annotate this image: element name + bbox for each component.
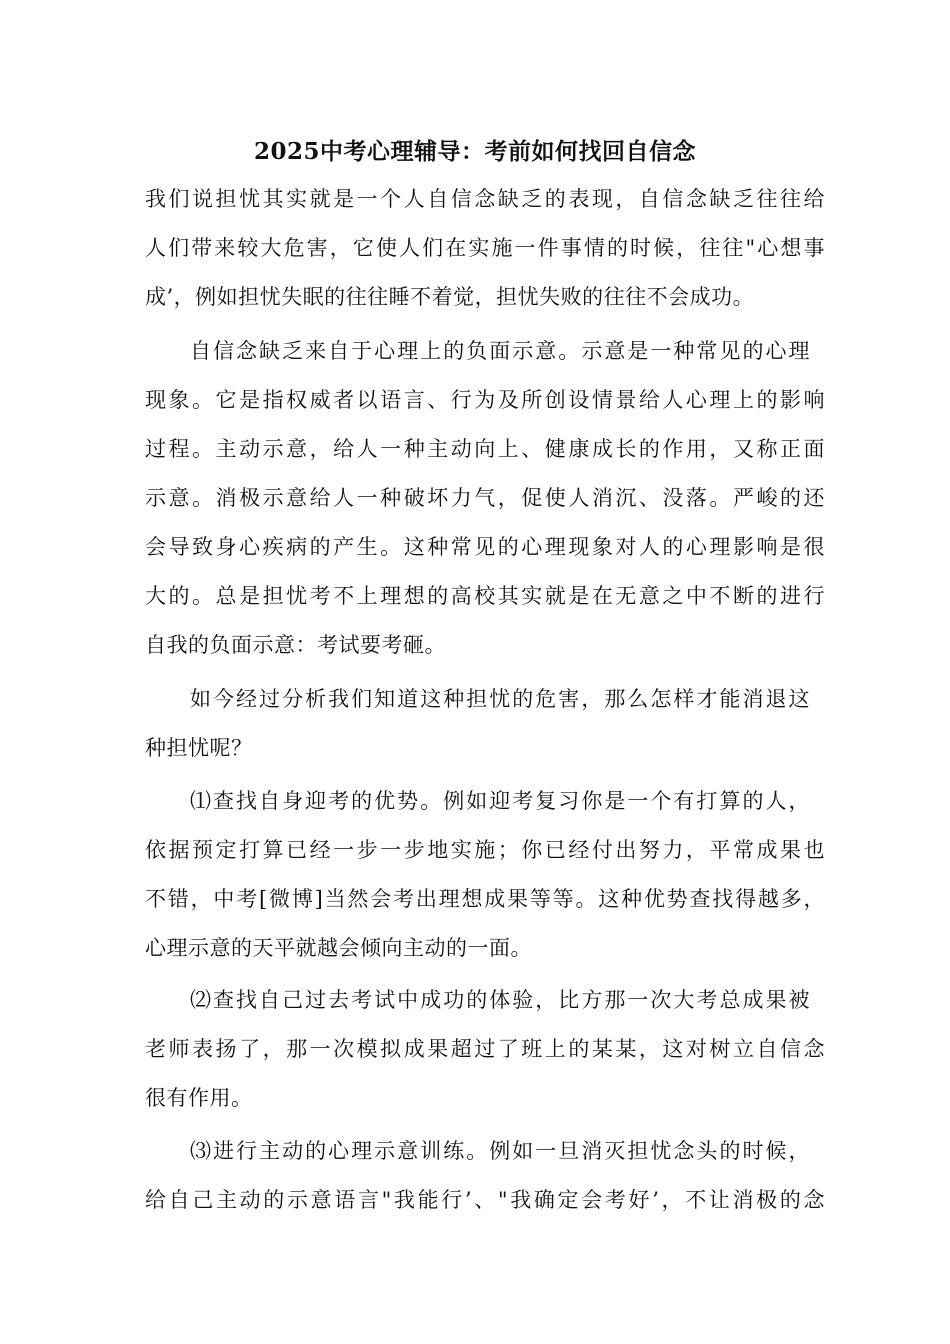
paragraph-line: 自信念缺乏来自于心理上的负面示意。示意是一种常见的心理 [190,339,810,363]
paragraph-line: 给自己主动的示意语言"我能行’、"我确定会考好’，不让消极的念 [145,1188,825,1212]
paragraph-line: 依据预定打算已经一步一步地实施；你已经付出努力，平常成果也 [145,838,825,862]
paragraph-line: 自我的负面示意：考试要考砸。 [145,633,446,657]
paragraph-line: ⑴查找自身迎考的优势。例如迎考复习你是一个有打算的人， [190,789,810,813]
paragraph-line: 人们带来较大危害，它使人们在实施一件事情的时候，往往"心想事 [145,236,825,260]
paragraph-line: 心理示意的天平就越会倾向主动的一面。 [145,936,532,960]
paragraph-line: 现象。它是指权威者以语言、行为及所创设情景给人心理上的影响 [145,388,825,412]
paragraph-line: 种担忧呢？ [145,736,253,760]
paragraph-line: 示意。消极示意给人一种破坏力气，促使人消沉、没落。严峻的还 [145,486,825,510]
paragraph-line: ⑵查找自己过去考试中成功的体验，比方那一次大考总成果被 [190,988,810,1012]
paragraph-line: 老师表扬了，那一次模拟成果超过了班上的某某，这对树立自信念 [145,1037,825,1061]
paragraph-line: 大的。总是担忧考不上理想的高校其实就是在无意之中不断的进行 [145,584,825,608]
paragraph-line: ⑶进行主动的心理示意训练。例如一旦消灭担忧念头的时候， [190,1139,810,1163]
paragraph-line: 很有作用。 [145,1086,253,1110]
paragraph-line: 过程。主动示意，给人一种主动向上、健康成长的作用，又称正面 [145,437,825,461]
paragraph-line: 不错，中考[微博]当然会考出理想成果等等。这种优势查找得越多， [145,887,825,911]
document-title: 2025中考心理辅导：考前如何找回自信念 [253,138,696,165]
paragraph-line: 我们说担忧其实就是一个人自信念缺乏的表现，自信念缺乏往往给 [145,187,825,211]
paragraph-line: 成’，例如担忧失眠的往往睡不着觉，担忧失败的往往不会成功。 [145,285,755,309]
paragraph-line: 会导致身心疾病的产生。这种常见的心理现象对人的心理影响是很 [145,535,825,559]
paragraph-line: 如今经过分析我们知道这种担忧的危害，那么怎样才能消退这 [190,687,810,711]
